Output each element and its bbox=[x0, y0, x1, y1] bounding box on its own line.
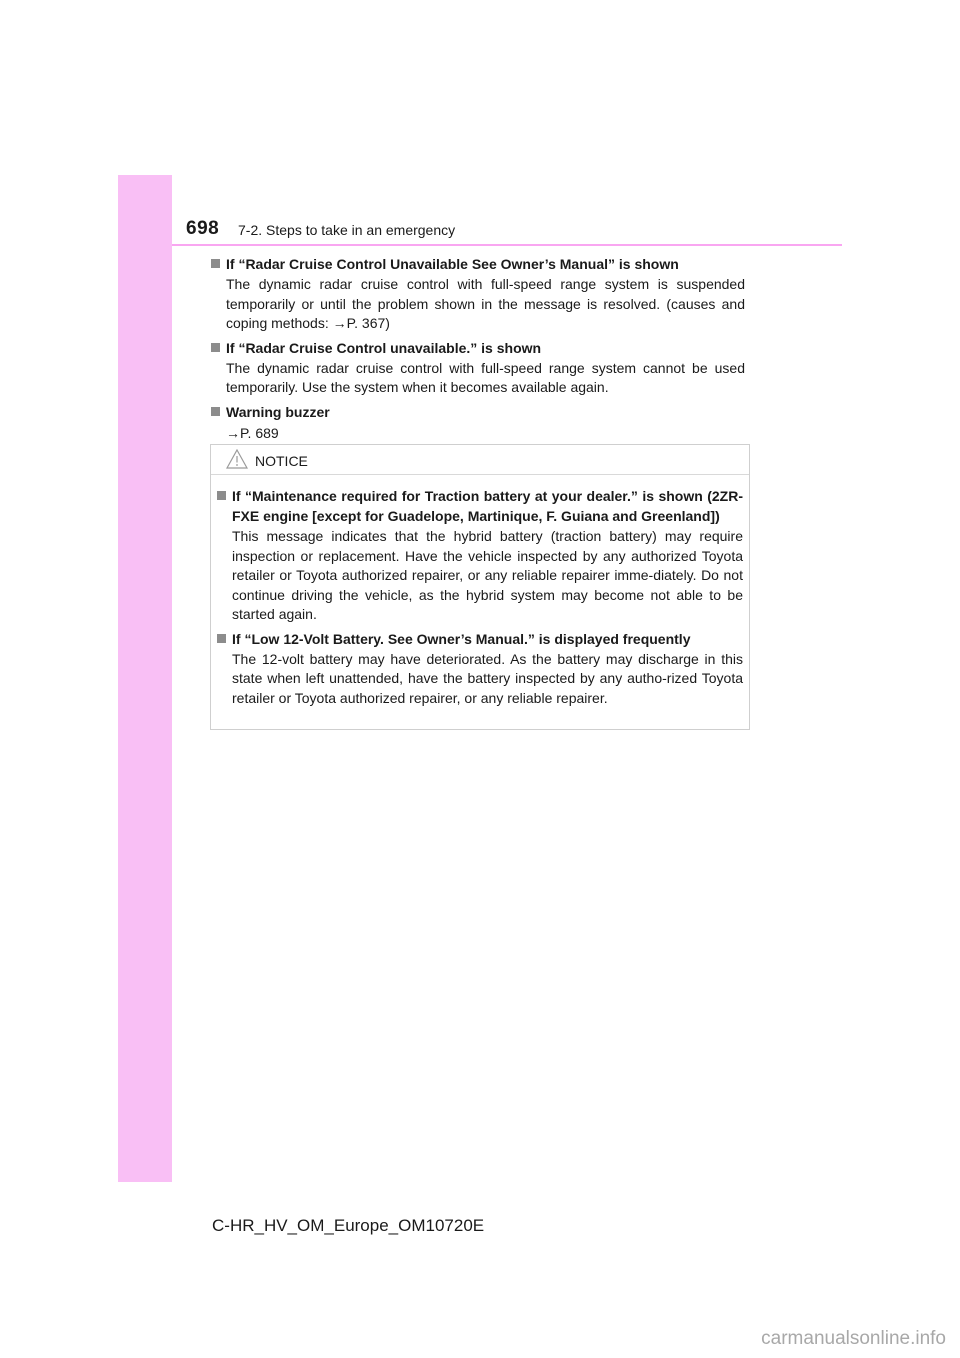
notice-box bbox=[210, 444, 750, 730]
entry-heading: Warning buzzer bbox=[226, 403, 330, 420]
notice-text: The 12-volt battery may have deteriorated. As the battery may discharge in this state when left unattended, have the battery inspected by any autho-rized Toyota retailer or Toyota authorized repairer, or any reliable repairer. bbox=[232, 650, 743, 706]
document-code: C-HR_HV_OM_Europe_OM10720E bbox=[212, 1216, 485, 1235]
square-bullet-icon bbox=[211, 259, 220, 268]
main-content bbox=[211, 254, 745, 447]
notice-heading: If “Low 12-Volt Battery. See Owner’s Manual.” is displayed frequently bbox=[232, 630, 691, 647]
notice-header bbox=[211, 445, 749, 475]
square-bullet-icon bbox=[211, 343, 220, 352]
entry-heading: If “Radar Cruise Control Unavailable See Owner’s Manual” is shown bbox=[226, 256, 679, 272]
watermark: carmanualsonline.info bbox=[761, 1328, 946, 1349]
side-tab-band bbox=[118, 175, 172, 1182]
page-number: 698 bbox=[186, 218, 220, 239]
square-bullet-icon bbox=[217, 491, 226, 500]
page-reference-link[interactable]: →P. 689 bbox=[226, 424, 279, 441]
section-title: 7-2. Steps to take in an emergency bbox=[238, 222, 456, 238]
entry-body: The dynamic radar cruise control with full-speed range system is suspended temporarily or until the problem shown in the message is resolved. (causes and coping methods: →P. 367) bbox=[226, 276, 745, 331]
entry-radar-unavailable bbox=[211, 338, 745, 398]
warning-triangle-icon bbox=[226, 449, 248, 469]
header-divider bbox=[172, 244, 842, 246]
square-bullet-icon bbox=[211, 407, 220, 416]
notice-heading: If “Maintenance required for Traction battery at your dealer.” is shown (2ZR-FXE engine [except for Guadelope, Martinique, F. Guiana and Greenland]) bbox=[232, 488, 743, 524]
square-bullet-icon bbox=[217, 634, 226, 643]
notice-item-low-12v-battery bbox=[217, 629, 743, 709]
entry-warning-buzzer bbox=[211, 402, 745, 443]
notice-label: NOTICE bbox=[255, 453, 308, 469]
entry-body: The dynamic radar cruise control with full-speed range system cannot be used temporarily. Use the system when it becomes available again. bbox=[226, 359, 745, 395]
notice-item-traction-battery bbox=[217, 486, 743, 625]
notice-text: This message indicates that the hybrid battery (traction battery) may require inspection or replacement. Have the vehicle inspected by any authorized Toyota retailer or Toyota authorized repairer, or any reliable repairer imme-diately. Do not continue driving the vehicle, as the hybrid system may become not able to be started again. bbox=[232, 528, 743, 622]
notice-body bbox=[211, 475, 749, 708]
entry-radar-unavailable-manual bbox=[211, 254, 745, 334]
entry-heading: If “Radar Cruise Control unavailable.” is shown bbox=[226, 339, 542, 356]
